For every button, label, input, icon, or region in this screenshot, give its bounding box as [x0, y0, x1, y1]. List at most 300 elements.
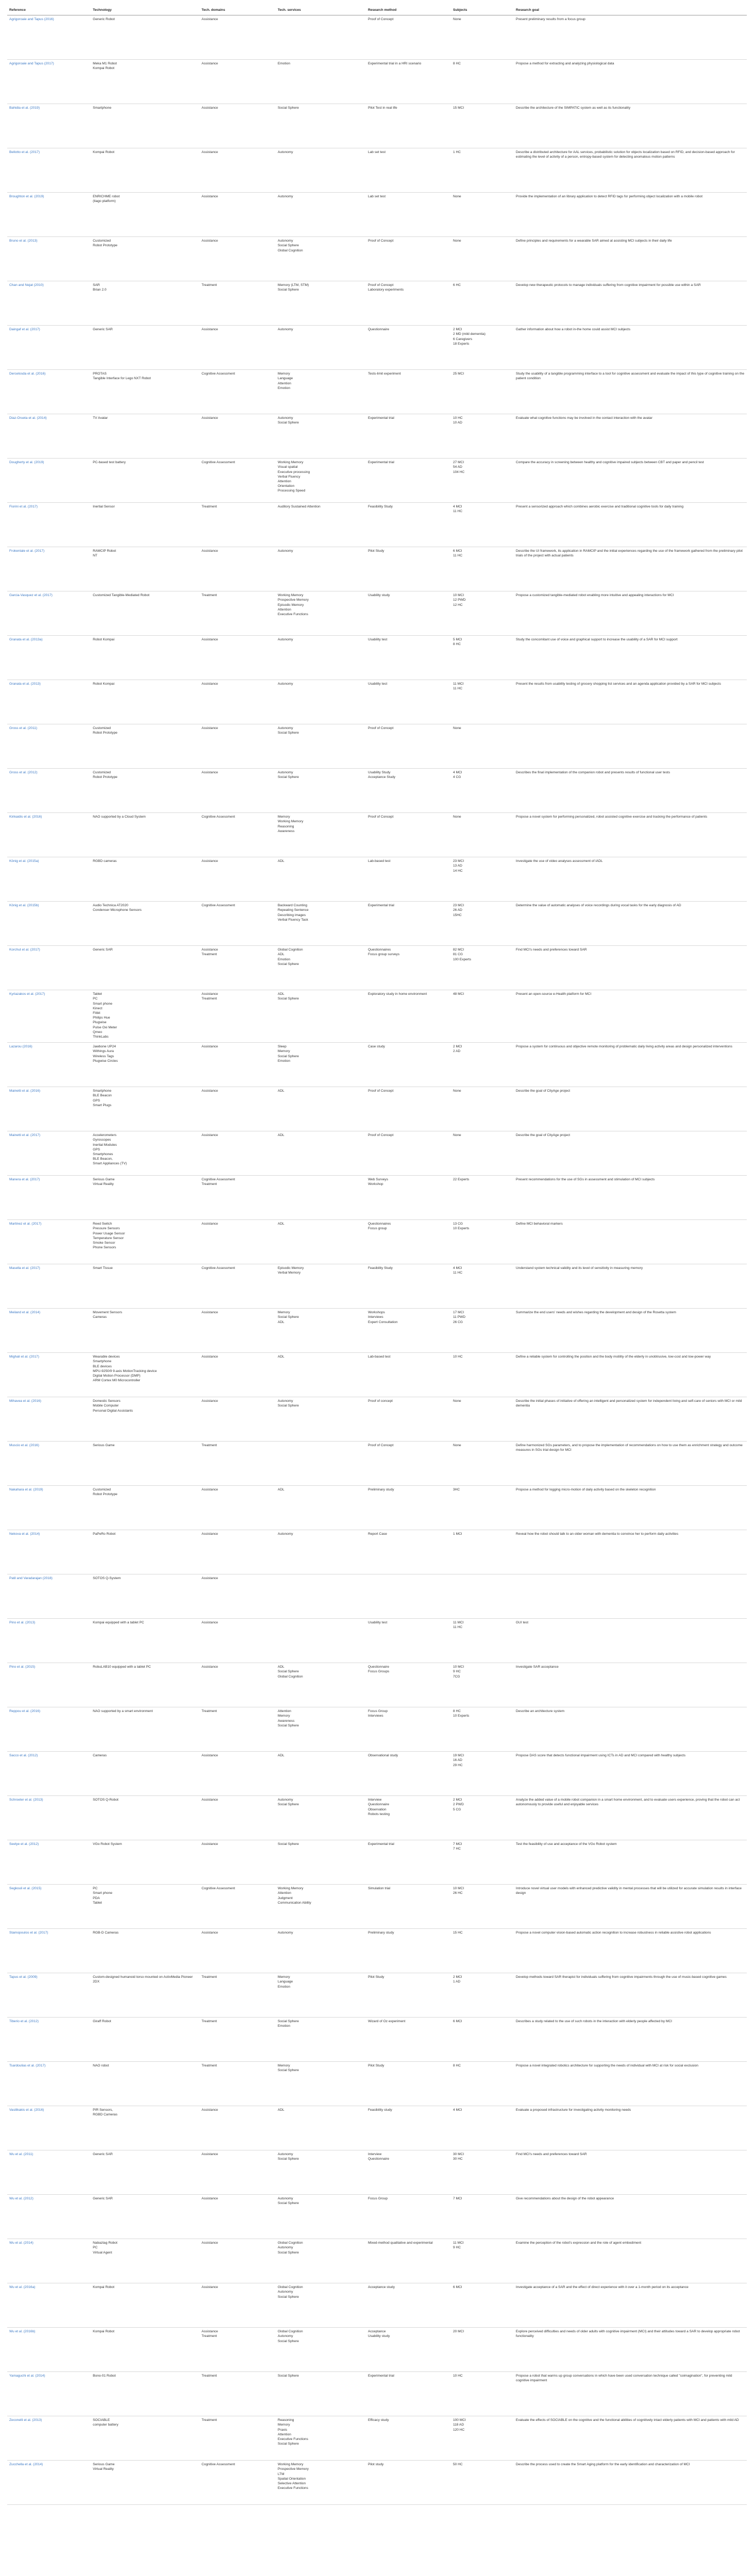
subjects-cell: 6 MCI 11 HC	[451, 547, 514, 591]
research-method-cell: Web Surveys Workshop	[366, 1176, 451, 1220]
reference-link[interactable]: Wu et al. (2014)	[7, 2239, 91, 2283]
tech-domains-cell: Assistance	[199, 1397, 276, 1442]
tech-domains-cell: Assistance	[199, 2150, 276, 2195]
tech-services-cell: Autonomy	[276, 193, 366, 237]
reference-link[interactable]: Wu et al. (2012)	[7, 2195, 91, 2239]
table-row	[7, 1574, 747, 1619]
reference-link[interactable]: Kirikaidis et al. (2016)	[7, 813, 91, 857]
table-body	[7, 15, 747, 2505]
tech-domains-cell: Assistance	[199, 547, 276, 591]
tech-domains-cell: Assistance	[199, 1353, 276, 1397]
technology-cell: NAO supported by a Cloud System	[91, 813, 199, 857]
research-goal-cell	[514, 724, 747, 769]
research-method-cell: Experimental trial in a HRI scenario	[366, 60, 451, 104]
tech-services-cell	[276, 1442, 366, 1486]
column-header-subjects: Subjects	[451, 6, 514, 15]
tech-domains-cell: Assistance	[199, 636, 276, 680]
reference-link[interactable]: Dougherty et al. (2019)	[7, 459, 91, 503]
reference-link[interactable]: Diaz-Orueta et al. (2014)	[7, 414, 91, 459]
research-method-cell: Experimental trial	[366, 2372, 451, 2416]
table-row	[7, 1043, 747, 1087]
reference-link[interactable]: Daingaf et al. (2017)	[7, 326, 91, 370]
table-row	[7, 857, 747, 902]
tech-services-cell: Social Sphere	[276, 2372, 366, 2416]
table-row	[7, 591, 747, 636]
table-row	[7, 1619, 747, 1663]
reference-link[interactable]: Korchut et al. (2017)	[7, 946, 91, 990]
reference-link[interactable]: Seelye et al. (2012)	[7, 1840, 91, 1885]
technology-cell: Movement Sensors Cameras	[91, 1309, 199, 1353]
research-method-cell: Feasibility Study	[366, 503, 451, 547]
tech-domains-cell: Treatment	[199, 1973, 276, 2018]
reference-link[interactable]: Mainetti et al. (2017)	[7, 1131, 91, 1176]
research-method-cell: Tests-limit experiment	[366, 370, 451, 414]
tech-services-cell: ADL	[276, 1131, 366, 1176]
research-method-cell: Usability test	[366, 1619, 451, 1663]
table-row	[7, 281, 747, 326]
research-method-cell: Pilot Study	[366, 1973, 451, 2018]
tech-services-cell: Autonomy	[276, 547, 366, 591]
subjects-cell: 19 MCI 16 AD 29 HC	[451, 1752, 514, 1796]
technology-cell: RobuLAB10 equipped with a tablet PC	[91, 1663, 199, 1707]
technology-cell: Generic SAR	[91, 326, 199, 370]
tech-domains-cell: Assistance	[199, 1530, 276, 1574]
research-goal-cell: Develop methods toward SAR therapist for individuals suffering from cognitive impairments through the use of music-based cognitive games	[514, 1973, 747, 2018]
research-method-cell: Questionnaire	[366, 326, 451, 370]
technology-cell: Kompai Robot	[91, 2328, 199, 2372]
tech-services-cell: Social Sphere Emotion	[276, 2018, 366, 2062]
tech-services-cell: Working Memory Prospective Memory LTM Spatial Orientation Selective Attention Executive Functions	[276, 2461, 366, 2505]
reference-link[interactable]: Pino et al. (2015)	[7, 1663, 91, 1707]
reference-link[interactable]: Nekova et al. (2014)	[7, 1530, 91, 1574]
reference-link[interactable]: Bahidia et al. (2019)	[7, 104, 91, 148]
tech-domains-cell: Assistance	[199, 326, 276, 370]
technology-cell: RGBD cameras	[91, 857, 199, 902]
tech-services-cell: Emotion	[276, 60, 366, 104]
tech-domains-cell: Assistance	[199, 1796, 276, 1840]
technology-cell: Giraff Robot	[91, 2018, 199, 2062]
reference-link[interactable]: Patil and Varadarajan (2018)	[7, 1574, 91, 1619]
tech-services-cell: Memory Working Memory Reasoning Awareness	[276, 813, 366, 857]
reference-link[interactable]: Frokentale et al. (2017)	[7, 547, 91, 591]
subjects-cell: None	[451, 1397, 514, 1442]
technology-cell: Generic SAR	[91, 946, 199, 990]
table-row	[7, 2283, 747, 2328]
research-method-cell: Experimental trial	[366, 902, 451, 946]
tech-domains-cell: Cognitive Assessment	[199, 2461, 276, 2505]
table-row	[7, 724, 747, 769]
tech-services-cell: Autonomy	[276, 1929, 366, 1973]
research-method-cell: Mixed-method qualitative and experimental	[366, 2239, 451, 2283]
research-method-cell: Questionnaires Focus group surveys	[366, 946, 451, 990]
subjects-cell: 10 HC	[451, 1353, 514, 1397]
technology-cell: Accelerometers Gyroscopes Inertial Modules GPS Smartphones BLE Beacon, Smart Appliances (TV)	[91, 1131, 199, 1176]
research-goal-cell: GUI test	[514, 1619, 747, 1663]
reference-link[interactable]: König et al. (2015a)	[7, 857, 91, 902]
table-row	[7, 1752, 747, 1796]
research-method-cell: Exploratory study in home environment	[366, 990, 451, 1043]
table-row	[7, 2150, 747, 2195]
technology-cell: Customized Robot Prototype	[91, 769, 199, 813]
tech-domains-cell: Assistance	[199, 60, 276, 104]
technology-cell: TV Avatar	[91, 414, 199, 459]
subjects-cell: None	[451, 193, 514, 237]
tech-services-cell: Social Sphere	[276, 1840, 366, 1885]
subjects-cell: 6 HC	[451, 281, 514, 326]
technology-cell: PaPeRo Robot	[91, 1530, 199, 1574]
research-goal-cell: Evaluate what cognitive functions may be involved in the contact interaction with the avatar	[514, 414, 747, 459]
technology-cell: RAMCIP Robot NT	[91, 547, 199, 591]
tech-services-cell: ADL	[276, 857, 366, 902]
tech-services-cell: ADL	[276, 1087, 366, 1131]
reference-link[interactable]: Agrigoroaie and Tapus (2016)	[7, 15, 91, 60]
tech-domains-cell: Assistance	[199, 1929, 276, 1973]
research-goal-cell: Gather information about how a robot in-the home could assist MCI subjects	[514, 326, 747, 370]
research-method-cell: Pilot Study	[366, 547, 451, 591]
research-goal-cell: Find MCI's needs and preferences toward SAR	[514, 946, 747, 990]
research-goal-cell: Describe the UI framework, its application in RAMCIP and the initial experiences regarding the use of the framework gathered from the preliminary pilot trials of the project with actual patients	[514, 547, 747, 591]
subjects-cell: 4 MCI 4 CG	[451, 769, 514, 813]
reference-link[interactable]: Meiland et al. (2014)	[7, 1309, 91, 1353]
reference-link[interactable]: Garcia-Vasquez et al. (2017)	[7, 591, 91, 636]
technology-cell: Customized Robot Prototype	[91, 1486, 199, 1530]
reference-link[interactable]: Bellotto et al. (2017)	[7, 148, 91, 193]
research-goal-cell: Study the concomitant use of voice and graphical support to increase the usability of a SAR for MCI support	[514, 636, 747, 680]
reference-link[interactable]: Segkouli et al. (2015)	[7, 1885, 91, 1929]
research-goal-cell: Define harmonized SGs parameters, and to propose the implementation of recommendations on how to use them as enrichment strategy and outcome measures in SGs trial design for MCI	[514, 1442, 747, 1486]
subjects-cell: 1 HC	[451, 148, 514, 193]
research-goal-cell: Investigate acceptance of a SAR and the effect of direct experience with it over a 1-month period on its acceptance	[514, 2283, 747, 2328]
tech-domains-cell: Assistance	[199, 680, 276, 724]
table-header	[7, 6, 747, 15]
technology-cell: Kompai Robot	[91, 148, 199, 193]
tech-services-cell: ADL Social Sphere Global Cognition	[276, 1663, 366, 1707]
tech-services-cell: Backward Counting Repeating Sentence Describing images Verbal Fluency Task	[276, 902, 366, 946]
tech-domains-cell: Assistance	[199, 414, 276, 459]
subjects-cell: 5 MCI 8 HC	[451, 636, 514, 680]
technology-cell: Serious Game	[91, 1442, 199, 1486]
research-goal-cell: Study the usability of a tangible programming interface to a tool for cognitive assessment and evaluate the impact of this type of cognitive training on the patient condition	[514, 370, 747, 414]
research-goal-cell: Describe the goal of CityAge project	[514, 1087, 747, 1131]
reference-link[interactable]: Gross et al. (2011)	[7, 724, 91, 769]
tech-services-cell: Auditory Sustained Attention	[276, 503, 366, 547]
tech-services-cell	[276, 1176, 366, 1220]
tech-domains-cell: Assistance	[199, 857, 276, 902]
research-method-cell: Proof of Concept	[366, 724, 451, 769]
subjects-cell: 13 CG 10 Experts	[451, 1220, 514, 1264]
reference-link[interactable]: Wu et al. (2011)	[7, 2150, 91, 2195]
tech-domains-cell: Assistance	[199, 1486, 276, 1530]
technology-cell: Robot Kompai	[91, 680, 199, 724]
research-method-cell: Report Case	[366, 1530, 451, 1574]
tech-domains-cell: Treatment	[199, 2062, 276, 2106]
reference-link[interactable]: Gross et al. (2012)	[7, 769, 91, 813]
tech-services-cell: Episodic Memory Verbal Memory	[276, 1264, 366, 1309]
table-row	[7, 1176, 747, 1220]
subjects-cell: 4 MCI 11 HC	[451, 1264, 514, 1309]
tech-services-cell: ADL Social Sphere	[276, 990, 366, 1043]
tech-services-cell: Autonomy Social Sphere	[276, 2195, 366, 2239]
research-method-cell: Lab set test	[366, 193, 451, 237]
research-method-cell: Simulation trial	[366, 1885, 451, 1929]
tech-domains-cell: Assistance	[199, 2106, 276, 2150]
subjects-cell: 11 MCI 11 HC	[451, 1619, 514, 1663]
research-goal-cell: Propose a novel integrated robotics architecture for supporting the needs of individual with MCI at risk for social exclusion	[514, 2062, 747, 2106]
research-goal-cell: Evaluate a proposed infrastructure for investigating activity monitoring needs	[514, 2106, 747, 2150]
reference-link[interactable]: Broughton et al. (2019)	[7, 193, 91, 237]
subjects-cell: 1 MCI	[451, 1530, 514, 1574]
research-goal-cell: Investigate SAR acceptance	[514, 1663, 747, 1707]
reference-link[interactable]: Martinez et al. (2017)	[7, 1220, 91, 1264]
column-header-research-method: Research method	[366, 6, 451, 15]
reference-link[interactable]: Mainetti et al. (2016)	[7, 1087, 91, 1131]
subjects-cell: 22 Experts	[451, 1176, 514, 1220]
research-goal-cell: Describes a study related to the use of such robots in the interaction with elderly people affected by MCI	[514, 2018, 747, 2062]
research-goal-cell: Present an open-source e-Health platform for MCI	[514, 990, 747, 1043]
tech-domains-cell: Assistance	[199, 104, 276, 148]
research-method-cell: Focus Group Interviews	[366, 1707, 451, 1752]
table-row	[7, 1442, 747, 1486]
research-method-cell: Feasibility Study	[366, 1264, 451, 1309]
tech-domains-cell: Treatment	[199, 2416, 276, 2461]
subjects-cell: 2 MCI 2 AD	[451, 1043, 514, 1087]
tech-services-cell: Autonomy	[276, 636, 366, 680]
technology-cell: Customized Robot Prototype	[91, 237, 199, 281]
research-method-cell: Lab set test	[366, 148, 451, 193]
research-method-cell: Observational study	[366, 1752, 451, 1796]
subjects-cell: 15 MCI	[451, 104, 514, 148]
table-row	[7, 946, 747, 990]
table-row	[7, 1264, 747, 1309]
table-row	[7, 15, 747, 60]
research-method-cell: Usability test	[366, 636, 451, 680]
technology-cell: Reed Switch Pressure Sensors Power Usage Sensor Temperature Sensor Smoke Sensor Phone Sensors	[91, 1220, 199, 1264]
table-row	[7, 503, 747, 547]
reference-link[interactable]: Sacco et al. (2012)	[7, 1752, 91, 1796]
subjects-cell: 27 MCI 54 AD 104 HC	[451, 459, 514, 503]
research-goal-cell: Investigate the use of video analyses assessment of iADL	[514, 857, 747, 902]
research-goal-cell: Summarize the end users' needs and wishes regarding the development and design of the Rosetta system	[514, 1309, 747, 1353]
reference-link[interactable]: Vasilikakis et al. (2016)	[7, 2106, 91, 2150]
tech-domains-cell: Assistance	[199, 1220, 276, 1264]
research-goal-cell: Describe the goal of CityAge project	[514, 1131, 747, 1176]
research-method-cell: Usability test	[366, 680, 451, 724]
research-method-cell: Efficacy study	[366, 2416, 451, 2461]
tech-services-cell: Autonomy	[276, 680, 366, 724]
tech-services-cell: Autonomy	[276, 1530, 366, 1574]
tech-domains-cell: Assistance	[199, 1840, 276, 1885]
reference-link[interactable]: Schroeter et al. (2013)	[7, 1796, 91, 1840]
research-goal-cell: Describe the process used to create the Smart Aging platform for the early identification and characterization of MCI	[514, 2461, 747, 2505]
tech-services-cell: ADL	[276, 1353, 366, 1397]
tech-services-cell: Working Memory Attention Judgment Communication Ability	[276, 1885, 366, 1929]
table-row	[7, 1486, 747, 1530]
research-goal-cell: Propose a customized tangible-mediated robot enabling more intuitive and appealing interactions for MCI	[514, 591, 747, 636]
column-header-research-goal: Research goal	[514, 6, 747, 15]
subjects-cell: None	[451, 724, 514, 769]
subjects-cell: 30 MCI 30 HC	[451, 2150, 514, 2195]
technology-cell: Audio Technica AT2020 Condenser Microphone Sensors	[91, 902, 199, 946]
reference-link[interactable]: Nakahara et al. (2019)	[7, 1486, 91, 1530]
reference-link[interactable]: Agrigoroaie and Tapus (2017)	[7, 60, 91, 104]
table-row	[7, 2195, 747, 2239]
tech-domains-cell: Assistance	[199, 1752, 276, 1796]
technology-cell: Custom-designed humanoid torso mounted on ActivMedia Pioneer 2DX	[91, 1973, 199, 2018]
research-method-cell: Proof of Concept	[366, 813, 451, 857]
table-row	[7, 1840, 747, 1885]
tech-domains-cell: Cognitive Assessment	[199, 813, 276, 857]
subjects-cell: None	[451, 237, 514, 281]
reference-link[interactable]: König et al. (2015b)	[7, 902, 91, 946]
tech-services-cell: Autonomy	[276, 326, 366, 370]
subjects-cell: None	[451, 1087, 514, 1131]
table-row	[7, 2106, 747, 2150]
table-row	[7, 1663, 747, 1707]
subjects-cell: 4 MCI 11 HC	[451, 503, 514, 547]
reference-link[interactable]: Pino et al. (2013)	[7, 1619, 91, 1663]
research-goal-cell: Propose a robot that warms up group conversations in which have been used conversation technique called "coimagination", for preventing mild cognitive impairment	[514, 2372, 747, 2416]
technology-cell: Smartphone BLE Beacon GPS Smart Plugs	[91, 1087, 199, 1131]
research-goal-cell: Propose a novel computer vision-based automatic action recognition to increase robustness in reliable assistive robot applications	[514, 1929, 747, 1973]
subjects-cell: 8 HC	[451, 2062, 514, 2106]
technology-cell: Serious Game Virtual Reality	[91, 1176, 199, 1220]
reference-link[interactable]: Muscio et al. (2016)	[7, 1442, 91, 1486]
tech-domains-cell: Assistance	[199, 2283, 276, 2328]
research-method-cell: Acceptance study	[366, 2283, 451, 2328]
table-row	[7, 1929, 747, 1973]
technology-cell: Smart Tissue	[91, 1264, 199, 1309]
table-row	[7, 1707, 747, 1752]
reference-link[interactable]: Fiorini et al. (2017)	[7, 503, 91, 547]
reference-link[interactable]: Kyriazakos et al. (2017)	[7, 990, 91, 1043]
research-method-cell: Preliminary study	[366, 1486, 451, 1530]
subjects-cell: 23 MCI 26 AD 15HC	[451, 902, 514, 946]
tech-services-cell: Global Cognition Autonomy Social Sphere	[276, 2328, 366, 2372]
table-row	[7, 1309, 747, 1353]
tech-services-cell: ADL	[276, 1752, 366, 1796]
tech-services-cell: Working Memory Prospective Memory Episodic Memory Attention Executive Functions	[276, 591, 366, 636]
table-row	[7, 1220, 747, 1264]
subjects-cell: 15 HC	[451, 1929, 514, 1973]
technology-cell: Smartphone	[91, 104, 199, 148]
table-row	[7, 414, 747, 459]
reference-link[interactable]: Mihavea et al. (2016)	[7, 1397, 91, 1442]
reference-link[interactable]: Wu et al. (2016a)	[7, 2283, 91, 2328]
subjects-cell: 7 MCI 7 HC	[451, 1840, 514, 1885]
reference-link[interactable]: Zeconelli et al. (2013)	[7, 2416, 91, 2461]
research-method-cell: Interview Questionnaire	[366, 2150, 451, 2195]
research-goal-cell: Evaluate the effects of SOCIABLE on the cognitive and the functional abilities of cognitively intact elderly patients with MCI and patients with mild AD	[514, 2416, 747, 2461]
reference-link[interactable]: Mighali et al. (2017)	[7, 1353, 91, 1397]
subjects-cell: 10 MCI 12 PWD 12 HC	[451, 591, 514, 636]
subjects-cell: 100 MCI 118 AD 120 HC	[451, 2416, 514, 2461]
reference-link[interactable]: Masella et al. (2017)	[7, 1264, 91, 1309]
reference-link[interactable]: Yamaguchi et al. (2014)	[7, 2372, 91, 2416]
table-row	[7, 60, 747, 104]
table-row	[7, 1530, 747, 1574]
table-row	[7, 459, 747, 503]
reference-link[interactable]: Manera et al. (2017)	[7, 1176, 91, 1220]
research-method-cell: Proof of Concept	[366, 15, 451, 60]
tech-services-cell: Autonomy Social Sphere Global Cognition	[276, 237, 366, 281]
reference-link[interactable]: Chan and Nejat (2010)	[7, 281, 91, 326]
technology-cell: RGB-D Cameras	[91, 1929, 199, 1973]
tech-domains-cell: Assistance	[199, 1043, 276, 1087]
research-method-cell: Proof of Concept	[366, 237, 451, 281]
subjects-cell: 82 MCI 81 CG 100 Experts	[451, 946, 514, 990]
tech-domains-cell: Assistance	[199, 193, 276, 237]
tech-services-cell: Social Sphere	[276, 104, 366, 148]
tech-domains-cell: Assistance	[199, 237, 276, 281]
reference-link[interactable]: Reppou et al. (2016)	[7, 1707, 91, 1752]
technology-cell: Kompai equipped with a tablet PC	[91, 1619, 199, 1663]
tech-domains-cell: Cognitive Assessment	[199, 1264, 276, 1309]
subjects-cell: 6 MCI	[451, 2018, 514, 2062]
reference-link[interactable]: Tiberio et al. (2012)	[7, 2018, 91, 2062]
table-row	[7, 148, 747, 193]
subjects-cell: 10 HC	[451, 2372, 514, 2416]
research-goal-cell: Present preliminary results from a focus group	[514, 15, 747, 60]
reference-link[interactable]: Tapus et al. (2009)	[7, 1973, 91, 2018]
subjects-cell: 20 MCI	[451, 2328, 514, 2372]
reference-link[interactable]: Tsardoulias et al. (2017)	[7, 2062, 91, 2106]
reference-link[interactable]: Granata et al. (2013)	[7, 680, 91, 724]
technology-cell: Cameras	[91, 1752, 199, 1796]
reference-link[interactable]: Zucchella et al. (2014)	[7, 2461, 91, 2505]
reference-link[interactable]: Dercelosda et al. (2016)	[7, 370, 91, 414]
research-method-cell: Experimental trial	[366, 414, 451, 459]
research-goal-cell: Provide the implementation of an library application to detect RFID tags for performing object localization with a mobile robot	[514, 193, 747, 237]
research-goal-cell: Reveal how the robot should talk to an older woman with dementia to convince her to perform daily activities	[514, 1530, 747, 1574]
research-goal-cell: Describe the architecture of the SIMPATIC system as well as its functionality	[514, 104, 747, 148]
research-goal-cell: Present the results from usability testing of grocery shopping list services and an agenda application provided by a SAR for MCI subjects	[514, 680, 747, 724]
subjects-cell: None	[451, 813, 514, 857]
reference-link[interactable]: Wu et al. (2016b)	[7, 2328, 91, 2372]
reference-link[interactable]: Lazarou (2016)	[7, 1043, 91, 1087]
tech-services-cell	[276, 1619, 366, 1663]
tech-domains-cell: Assistance	[199, 1663, 276, 1707]
research-method-cell: Pilot study	[366, 2461, 451, 2505]
research-goal-cell: Give recommendations about the design of the robot appearance	[514, 2195, 747, 2239]
reference-link[interactable]: Bruno et al. (2013)	[7, 237, 91, 281]
subjects-cell: None	[451, 1131, 514, 1176]
table-row	[7, 1796, 747, 1840]
research-goal-cell: Describe an architecture system	[514, 1707, 747, 1752]
tech-services-cell: ADL	[276, 2106, 366, 2150]
tech-domains-cell: Assistance Treatment	[199, 946, 276, 990]
reference-link[interactable]: Stamopoulos et al. (2017)	[7, 1929, 91, 1973]
technology-cell: Robot Kompai	[91, 636, 199, 680]
technology-cell: Customized Robot Prototype	[91, 724, 199, 769]
tech-services-cell: Attention Memory Awareness Social Sphere	[276, 1707, 366, 1752]
technology-cell: Nabaztag Robot PC Virtual Agent	[91, 2239, 199, 2283]
research-goal-cell: Test the feasibility of use and acceptance of the VGo Robot system	[514, 1840, 747, 1885]
tech-domains-cell: Cognitive Assessment Treatment	[199, 1176, 276, 1220]
table-row	[7, 237, 747, 281]
research-goal-cell: Propose a method for logging micro-motion of daily activity based on the skeleton recognition	[514, 1486, 747, 1530]
tech-domains-cell: Cognitive Assessment	[199, 1885, 276, 1929]
research-method-cell: Case study	[366, 1043, 451, 1087]
research-method-cell: Proof of Concept	[366, 1087, 451, 1131]
subjects-cell: 48 MCI	[451, 990, 514, 1043]
table-row	[7, 104, 747, 148]
table-row	[7, 1885, 747, 1929]
tech-services-cell: Reasoning Memory Praxis Attention Executive Functions Social Sphere	[276, 2416, 366, 2461]
research-method-cell	[366, 1574, 451, 1619]
research-method-cell: Proof of Concept	[366, 1131, 451, 1176]
research-goal-cell: Propose a method for extracting and analyzing physiological data	[514, 60, 747, 104]
reference-link[interactable]: Granata et al. (2013a)	[7, 636, 91, 680]
